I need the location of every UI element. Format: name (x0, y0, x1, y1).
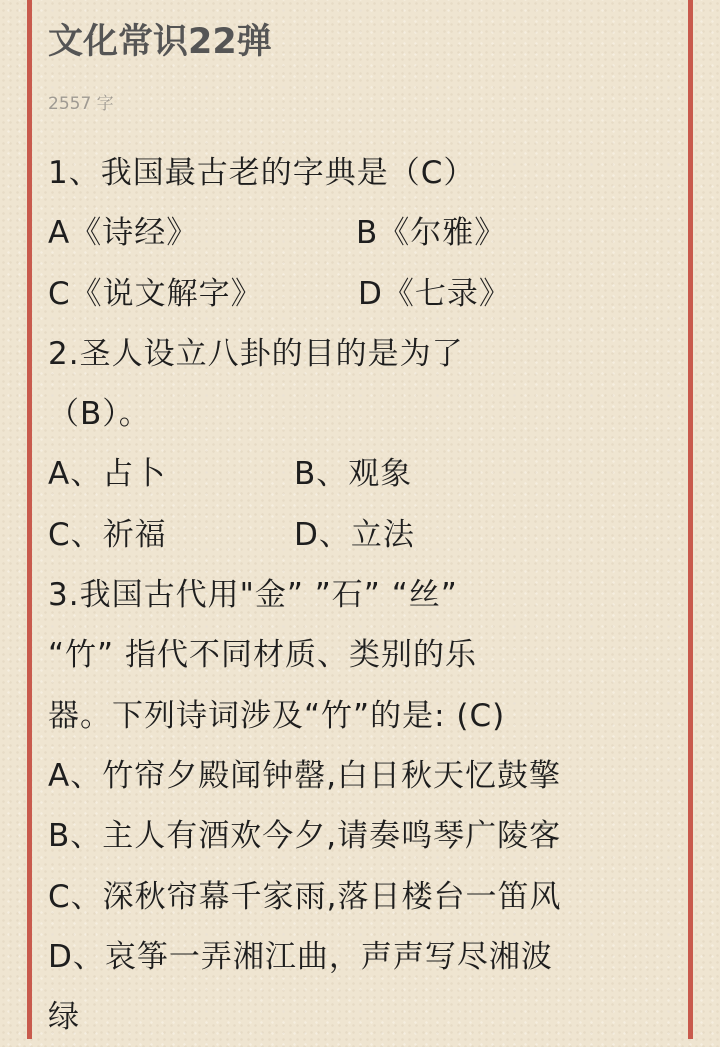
option-a: A《诗经》 (48, 215, 199, 252)
question-2-options-row-1 (48, 444, 678, 504)
option-b: B《尔雅》 (356, 215, 507, 252)
word-count: 2557 字 (48, 94, 114, 114)
question-3-option-d: D、哀筝一弄湘江曲，声声写尽湘波 (48, 938, 553, 975)
question-3-option-c: C、深秋帘幕千家雨,落日楼台一笛风 (48, 878, 562, 915)
question-2-stem: 2.圣人设立八卦的目的是为了 (48, 335, 464, 372)
document-body (48, 143, 678, 1047)
question-3-stem: 3.我国古代用"金” ”石” “丝” (48, 577, 458, 614)
option-d: D《七录》 (358, 275, 511, 312)
question-3-stem-end: 器。下列诗词涉及“竹”的是: (C) (48, 697, 506, 734)
question-3-option-b: B、主人有酒欢今夕,请奏鸣琴广陵客 (48, 818, 562, 855)
left-margin-line (27, 0, 32, 1039)
question-3-option-a: A、竹帘夕殿闻钟罄,白日秋天忆鼓擎 (48, 757, 562, 794)
question-2-options-row-2 (48, 505, 678, 565)
question-2-stem-continued: （B）。 (48, 396, 151, 433)
option-a: A、占卜 (48, 456, 167, 493)
option-d: D、立法 (294, 516, 415, 553)
question-3-option-d-continued: 绿 (48, 999, 80, 1036)
right-margin-line (688, 0, 693, 1039)
document-title: 文化常识22弹 (48, 22, 272, 62)
question-3-stem-continued: “竹” 指代不同材质、类别的乐 (48, 637, 477, 674)
question-1-stem: 1、我国最古老的字典是（C） (48, 155, 476, 191)
option-c: C、祈福 (48, 516, 167, 553)
question-1-options-row-2 (48, 264, 678, 324)
option-c: C《说文解字》 (48, 275, 263, 312)
question-1-options-row-1 (48, 203, 678, 263)
option-b: B、观象 (294, 456, 413, 493)
